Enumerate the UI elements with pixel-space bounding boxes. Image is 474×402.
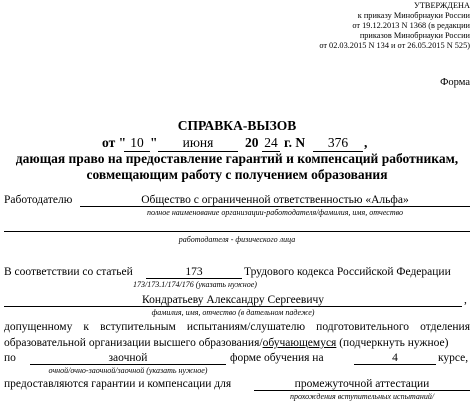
paragraph-line-2-part-c: (подчеркнуть нужное) bbox=[336, 337, 449, 349]
number-field[interactable]: 376 bbox=[313, 135, 363, 152]
date-quote-close: " bbox=[150, 135, 158, 150]
paragraph-line-3-suffix: курсе, bbox=[438, 352, 469, 364]
employer-blank-line[interactable] bbox=[4, 231, 470, 232]
subtitle-line-1: дающая право на предоставление гарантий и компенсаций работникам, bbox=[15, 151, 459, 166]
paragraph-line-3-mid: форме обучения на bbox=[230, 352, 324, 364]
article-caption: 173/173.1/174/176 (указать нужное) bbox=[133, 280, 257, 289]
month-field[interactable]: июня bbox=[158, 135, 238, 152]
approval-line-1: УТВЕРЖДЕНА bbox=[413, 1, 470, 10]
employer-field[interactable]: Общество с ограниченной ответственностью «Альфа» bbox=[80, 194, 470, 207]
employer-caption-1: полное наименование организации-работодателя/фамилия, имя, отчество bbox=[147, 208, 403, 217]
paragraph-line-2 bbox=[4, 337, 448, 349]
approval-line-5: от 02.03.2015 N 134 и от 26.05.2015 N 525) bbox=[319, 41, 470, 51]
date-prefix: от " bbox=[102, 135, 127, 150]
person-field[interactable]: Кондратьеву Александру Сергеевичу bbox=[4, 294, 462, 307]
approval-line-3: от 19.12.2013 N 1368 (в редакции bbox=[352, 21, 470, 31]
article-field[interactable]: 173 bbox=[146, 266, 242, 279]
year-prefix: 20 bbox=[245, 135, 259, 150]
approval-stamp bbox=[319, 1, 470, 51]
article-prefix: В соответствии со статьей bbox=[4, 266, 133, 278]
date-comma: , bbox=[364, 135, 368, 150]
guarantees-caption: прохождения вступительных испытаний/ bbox=[289, 392, 435, 401]
document-title: СПРАВКА-ВЫЗОВ bbox=[177, 118, 297, 133]
paragraph-line-2-part-a: образовательной организации высшего образования/ bbox=[4, 337, 263, 349]
day-field[interactable]: 10 bbox=[124, 135, 150, 152]
form-label: Форма bbox=[440, 77, 470, 88]
article-suffix: Трудового кодекса Российской Федерации bbox=[244, 266, 451, 278]
person-comma: , bbox=[464, 294, 467, 306]
study-form-field[interactable]: заочной bbox=[30, 352, 226, 365]
person-caption: фамилия, имя, отчество (в дательном падеже) bbox=[151, 308, 315, 317]
year-field[interactable]: 24 bbox=[262, 135, 280, 152]
employer-label: Работодателю bbox=[4, 194, 73, 206]
guarantees-prefix: предоставляются гарантии и компенсации для bbox=[4, 378, 232, 390]
number-label: г. N bbox=[284, 135, 306, 150]
approval-line-4: приказов Минобрнауки России bbox=[359, 31, 470, 41]
course-field[interactable]: 4 bbox=[354, 352, 436, 365]
paragraph-line-3-prefix: по bbox=[4, 352, 16, 364]
employer-caption-2: работодателя - физического лица bbox=[178, 235, 296, 244]
approval-line-2: к приказу Минобрнауки России bbox=[357, 11, 470, 21]
study-form-caption: очной/очно-заочной/заочной (указать нужное) bbox=[48, 366, 208, 375]
paragraph-line-2-underlined: обучающемуся bbox=[262, 337, 337, 349]
paragraph-line-1: допущенному к вступительным испытаниям/слушателю подготовительного отделения bbox=[4, 321, 470, 333]
subtitle-line-2: совмещающим работу с получением образования bbox=[86, 167, 388, 182]
guarantees-field[interactable]: промежуточной аттестации bbox=[254, 378, 470, 391]
